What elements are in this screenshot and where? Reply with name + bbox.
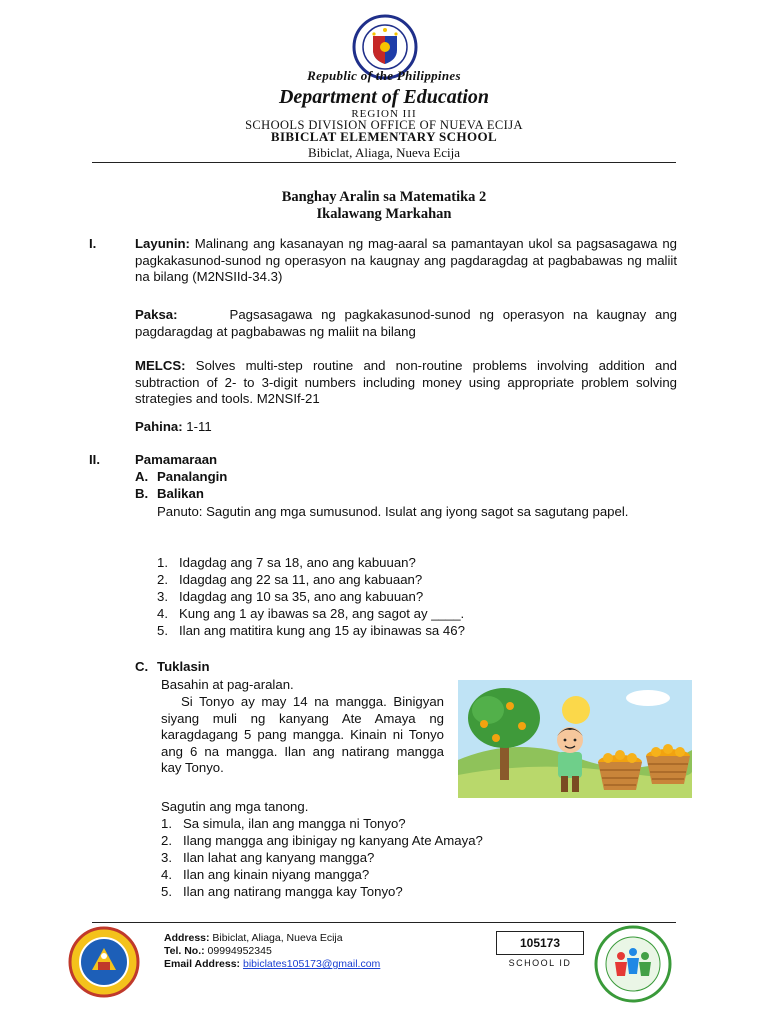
list-item: 4. Ilan ang kinain niyang mangga? — [161, 867, 370, 882]
footer-email-label: Email Address: — [164, 958, 241, 970]
list-item: 5. Ilan ang matitira kung ang 15 ay ibinawas sa 46? — [157, 623, 465, 638]
list-item: 3. Idagdag ang 10 sa 35, ano ang kabuuan? — [157, 589, 424, 604]
footer-address — [164, 932, 343, 944]
header-divider — [92, 162, 676, 163]
school-name: BIBICLAT ELEMENTARY SCHOOL — [270, 129, 498, 144]
list-item-text: Idagdag ang 7 sa 18, ano ang kabuuan? — [179, 555, 416, 570]
school-logo-icon — [68, 926, 140, 998]
footer-address-label: Address: — [164, 932, 210, 944]
pamamaraan-heading: Pamamaraan — [135, 452, 218, 467]
list-item-text: Sa simula, ilan ang mangga ni Tonyo? — [183, 816, 406, 831]
list-item-text: Idagdag ang 10 sa 35, ano ang kabuuan? — [179, 589, 424, 604]
region-text: REGION III — [351, 108, 417, 120]
list-item-text: Kung ang 1 ay ibawas sa 28, ang sagot ay ____. — [179, 606, 465, 621]
subsection-b-text: Balikan — [157, 486, 204, 501]
child-friendly-school-logo-icon — [585, 924, 681, 1004]
layunin-text: Malinang ang kasanayan ng mag-aaral sa pamantayan ukol sa pagsasagawa ng pagkakasunod-sunod ng operasyon na kaugnay ang pagdaragdag at pagbabawas ng maliit na bilang (M2NSIId-34.3) — [135, 236, 677, 284]
melcs-text: Solves multi-step routine and non-routine problems involving addition and subtraction of 2- to 3-digit numbers including money using appropriate problem solving strategies and tools. M2NSIf-21 — [135, 358, 677, 406]
footer-tel — [164, 945, 272, 957]
subsection-b-label: B. — [135, 486, 149, 501]
list-item: 3. Ilan lahat ang kanyang mangga? — [161, 850, 375, 865]
subsection-a-text: Panalangin — [157, 469, 228, 484]
department-title: Department of Education — [278, 86, 489, 108]
list-item-text: Ilang mangga ang ibinigay ng kanyang Ate Amaya? — [183, 833, 483, 848]
list-item: 2. Ilang mangga ang ibinigay ng kanyang Ate Amaya? — [161, 833, 483, 848]
school-id-label: SCHOOL ID — [508, 958, 572, 968]
sun-icon — [562, 696, 590, 724]
school-address: Bibiclat, Aliaga, Nueva Ecija — [308, 145, 460, 160]
list-item-text: Idagdag ang 22 sa 11, ano ang kabuaan? — [179, 572, 423, 587]
paksa-text: Pagsasagawa ng pagkakasunod-sunod ng operasyon na kaugnay ang pagdaragdag at pagbabawas ng maliit na bilang — [135, 307, 677, 339]
footer-address-value: Bibiclat, Aliaga, Nueva Ecija — [209, 932, 343, 944]
list-item-text: Ilan ang natirang mangga kay Tonyo? — [183, 884, 403, 899]
list-item-text: Ilan lahat ang kanyang mangga? — [183, 850, 375, 865]
pahina-text: 1-11 — [182, 419, 212, 434]
footer-tel-label: Tel. No.: — [164, 945, 205, 957]
melcs-paragraph — [135, 358, 677, 408]
subsection-b — [135, 486, 204, 503]
story-paragraph: Si Tonyo ay may 14 na mangga. Binigyan siyang muli ng kanyang Ate Amaya ng karagdagang 5 pang mangga. Kinain ni Tonyo ang 6 na mangga. Ilan ang natirang mangga kay Tonyo. — [161, 694, 444, 775]
subsection-c — [135, 659, 210, 676]
panuto-text: Panuto: Sagutin ang mga sumusunod. Isulat ang iyong sagot sa sagutang papel. — [157, 504, 629, 519]
list-item: 5. Ilan ang natirang mangga kay Tonyo? — [161, 884, 403, 899]
sagutin-text: Sagutin ang mga tanong. — [161, 799, 309, 814]
email-link[interactable]: bibiclates105173@gmail.com — [242, 958, 381, 970]
footer-tel-value: 09994952345 — [204, 945, 272, 957]
mango-boy-illustration — [458, 680, 692, 798]
subsection-c-label: C. — [135, 659, 149, 674]
footer-email — [164, 958, 380, 970]
school-id-value: 105173 — [496, 931, 584, 955]
list-item: 1. Sa simula, ilan ang mangga ni Tonyo? — [161, 816, 406, 831]
mango-basket-icon — [646, 744, 690, 784]
layunin-paragraph — [135, 236, 677, 286]
footer-divider — [92, 922, 676, 923]
section-numeral: II. — [89, 452, 100, 467]
list-item: 4. Kung ang 1 ay ibawas sa 28, ang sagot ay ____. — [157, 606, 465, 621]
layunin-label: Layunin: — [135, 236, 190, 251]
basahin-text: Basahin at pag-aralan. — [161, 677, 294, 692]
list-item-text: Ilan ang matitira kung ang 15 ay ibinawas sa 46? — [179, 623, 465, 638]
list-item-text: Ilan ang kinain niyang mangga? — [183, 867, 370, 882]
paksa-paragraph — [135, 307, 677, 340]
melcs-label: MELCS: — [135, 358, 186, 373]
pahina-label: Pahina: — [135, 419, 183, 434]
lesson-subtitle: Ikalawang Markahan — [316, 206, 452, 222]
subsection-c-text: Tuklasin — [157, 659, 210, 674]
lesson-title: Banghay Aralin sa Matematika 2 — [281, 189, 487, 205]
mango-basket-icon — [598, 750, 642, 790]
list-item: 2. Idagdag ang 22 sa 11, ano ang kabuaan? — [157, 572, 423, 587]
pahina-line — [135, 419, 212, 436]
paksa-label: Paksa: — [135, 307, 178, 322]
subsection-a-label: A. — [135, 469, 149, 484]
list-item: 1. Idagdag ang 7 sa 18, ano ang kabuuan? — [157, 555, 416, 570]
section-numeral: I. — [89, 236, 97, 251]
subsection-a — [135, 469, 227, 486]
division-text: SCHOOLS DIVISION OFFICE OF NUEVA ECIJA — [245, 118, 523, 132]
republic-text: Republic of the Philippines — [307, 68, 461, 83]
